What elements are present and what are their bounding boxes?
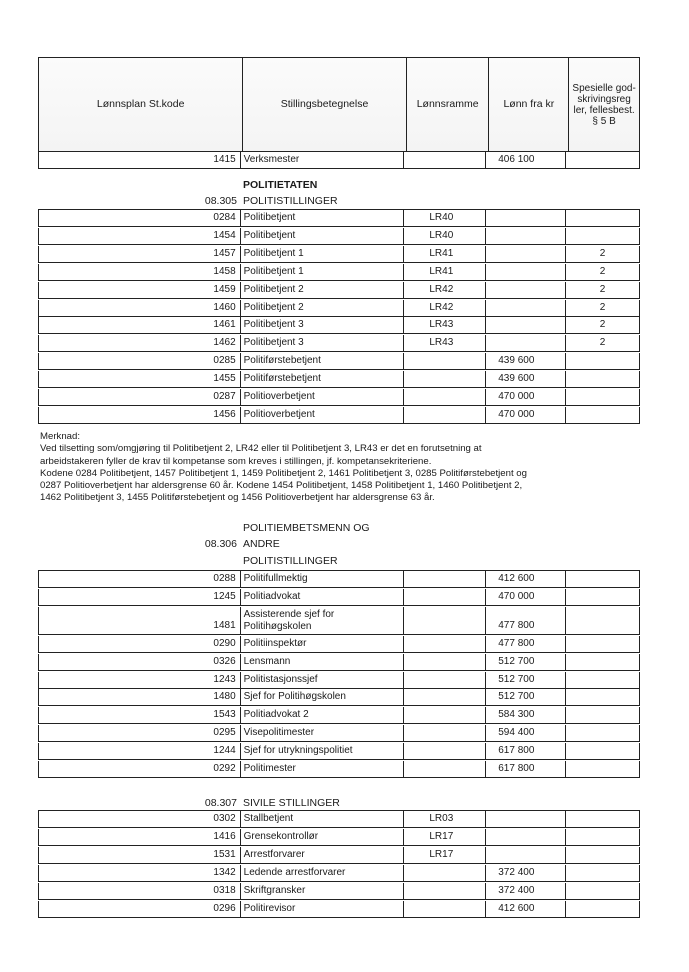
table-row: [38, 407, 640, 424]
row-lonn: [485, 300, 565, 316]
row-title: Politiadvokat: [240, 589, 404, 605]
table-row: [38, 246, 640, 263]
row-lr: [403, 607, 485, 634]
row-sp: [565, 847, 640, 863]
section-title-line3: POLITISTILLINGER: [243, 555, 338, 567]
table-row: [38, 725, 640, 742]
table-row: [38, 707, 640, 724]
row-title: Politibetjent: [240, 210, 404, 226]
row-lonn: 439 600: [485, 353, 565, 369]
header-spesielle: [569, 58, 639, 151]
row-sp: [565, 589, 640, 605]
row-code: 1460: [213, 301, 236, 313]
row-lr: LR17: [403, 829, 485, 845]
header-spesielle-text: Spesielle god-skrivingsreg ler, fellesbest. § 5 B: [572, 82, 636, 127]
row-lr: [403, 901, 485, 917]
row-sp: [565, 811, 640, 827]
row-lr: [403, 689, 485, 705]
row-lonn: [485, 829, 565, 845]
table-row: [38, 389, 640, 406]
section-number: 08.305: [204, 195, 237, 207]
row-title: Skriftgransker: [240, 883, 404, 899]
row-title: Stallbetjent: [240, 811, 404, 827]
row-lonn: 512 700: [485, 689, 565, 705]
table-row: [38, 371, 640, 388]
row-title: Politiinspektør: [240, 636, 404, 652]
row-sp: [565, 389, 640, 405]
row-lr: LR41: [403, 246, 485, 262]
row-lr: [403, 654, 485, 670]
merknad-line: Ved tilsetting som/omgjøring til Politibetjent 2, LR42 eller til Politibetjent 3, LR43 er det en forutsetning at: [40, 443, 482, 455]
row-lonn: 412 600: [485, 571, 565, 587]
row-code: 1244: [213, 745, 236, 757]
row-sp: [565, 707, 640, 723]
table-row: [38, 282, 640, 299]
section-title: SIVILE STILLINGER: [243, 797, 340, 809]
row-code: 0318: [213, 884, 236, 896]
row-code: 0296: [213, 902, 236, 914]
row-sp: [565, 407, 640, 423]
row-lr: LR40: [403, 210, 485, 226]
politietaten-heading-text: POLITIETATEN: [243, 179, 318, 191]
row-sp: [565, 743, 640, 759]
row-code: 1480: [213, 691, 236, 703]
section-title-line1: POLITIEMBETSMENN OG: [243, 522, 370, 534]
row-code: 0302: [213, 813, 236, 824]
row-title: Arrestforvarer: [240, 847, 404, 863]
row-code: 1456: [213, 408, 236, 420]
row-lonn: 412 600: [485, 901, 565, 917]
table-row: [38, 672, 640, 689]
row-lonn: [485, 246, 565, 262]
row-lonn: 372 400: [485, 883, 565, 899]
row-sp: [565, 228, 640, 244]
row-lr: [403, 743, 485, 759]
row-code: 1455: [213, 373, 236, 385]
row-sp: [565, 901, 640, 917]
row-lr: [403, 672, 485, 688]
row-lonn: 594 400: [485, 725, 565, 741]
row-lr: [403, 761, 485, 777]
table-row: [38, 264, 640, 281]
row-code: 0290: [213, 637, 236, 649]
row-lr: [403, 589, 485, 605]
merknad-line: 0287 Politioverbetjent har aldersgrense 60 år. Kodene 1454 Politibetjent, 1458 Politibetjent 1, 1460 Politibetjent 2,: [40, 480, 523, 492]
table-row: [38, 300, 640, 317]
row-sp: [565, 865, 640, 881]
row-lr: [403, 707, 485, 723]
row-title-line2: Politihøgskolen: [243, 620, 312, 632]
table-row: [38, 743, 640, 760]
row-code: 1454: [213, 229, 236, 241]
row-code: 0284: [213, 212, 236, 223]
row-lr: [403, 865, 485, 881]
merknad-line: arbeidstakeren fyller de krav til kompetanse som kreves i stillingen, jf. kompetansekriteriene.: [40, 455, 432, 467]
row-lonn: [485, 282, 565, 298]
row-sp: 2: [565, 282, 640, 298]
row-title: Politioverbetjent: [240, 389, 404, 405]
row-title: Visepolitimester: [240, 725, 404, 741]
table-row: [38, 654, 640, 671]
row-sp: [565, 829, 640, 845]
table-row: [38, 335, 640, 352]
row-code: 1416: [213, 830, 236, 842]
row-lonn: 584 300: [485, 707, 565, 723]
table-row: [38, 883, 640, 900]
row-code: 1461: [213, 319, 236, 331]
merknad: [40, 431, 640, 505]
row-title: [240, 607, 404, 634]
row-lonn: [485, 264, 565, 280]
table-row: [38, 811, 640, 828]
row-lr: LR03: [403, 811, 485, 827]
row-sp: [565, 689, 640, 705]
table-row: [38, 901, 640, 918]
row-sp: [565, 210, 640, 226]
row-title: Grensekontrollør: [240, 829, 404, 845]
row-title: Ledende arrestforvarer: [240, 865, 404, 881]
row-lr: [403, 389, 485, 405]
table-row: [38, 589, 640, 606]
row-lr: [403, 371, 485, 387]
row-sp: [565, 672, 640, 688]
row-title: Politibetjent 2: [240, 282, 404, 298]
section-title: POLITISTILLINGER: [243, 195, 338, 207]
row-title-line1: Assisterende sjef for: [243, 608, 335, 620]
row-code: 1245: [213, 590, 236, 602]
row-lr: [403, 152, 485, 168]
row-lonn: 439 600: [485, 371, 565, 387]
row-sp: 2: [565, 246, 640, 262]
table-row: [38, 865, 640, 882]
row-code: 0287: [213, 391, 236, 402]
row-code: 1459: [213, 283, 236, 295]
row-sp: 2: [565, 335, 640, 351]
row-code: 1457: [213, 247, 236, 259]
row-sp: [565, 636, 640, 652]
row-code: 1243: [213, 673, 236, 685]
row-sp: [565, 761, 640, 777]
table-row: [38, 317, 640, 334]
row-lonn: 617 800: [485, 761, 565, 777]
row-code: 0295: [213, 727, 236, 739]
row-title: Lensmann: [240, 654, 404, 670]
header-lonn-fra: Lønn fra kr: [489, 58, 569, 151]
table-row: [38, 607, 640, 635]
row-lr: [403, 353, 485, 369]
row-lonn: 372 400: [485, 865, 565, 881]
table-row: [38, 689, 640, 706]
row-lonn: 470 000: [485, 407, 565, 423]
row-title: Verksmester: [240, 152, 404, 168]
row-lr: LR42: [403, 282, 485, 298]
row-sp: [565, 607, 640, 634]
row-sp: [565, 654, 640, 670]
row-sp: [565, 371, 640, 387]
row-sp: 2: [565, 300, 640, 316]
row-lr: LR43: [403, 335, 485, 351]
row-title: Politibetjent: [240, 228, 404, 244]
table-row: [38, 636, 640, 653]
table-row: [38, 152, 640, 169]
merknad-label: Merknad:: [40, 431, 80, 442]
row-sp: [565, 725, 640, 741]
row-lonn: 617 800: [485, 743, 565, 759]
row-code: 1458: [213, 265, 236, 277]
table-row: [38, 210, 640, 227]
row-title: Politibetjent 3: [240, 317, 404, 333]
row-title: Politibetjent 3: [240, 335, 404, 351]
row-code: 1531: [213, 848, 236, 860]
table-row: [38, 353, 640, 370]
header-lonnsplan: Lønnsplan St.kode: [39, 58, 243, 151]
table-row: [38, 829, 640, 846]
row-sp: [565, 883, 640, 899]
row-lr: [403, 407, 485, 423]
table-header: [38, 57, 640, 152]
row-title: Politiadvokat 2: [240, 707, 404, 723]
row-code: 1342: [213, 866, 236, 878]
row-code: 0288: [213, 573, 236, 584]
row-lonn: 470 000: [485, 389, 565, 405]
row-title: Politibetjent 2: [240, 300, 404, 316]
row-lonn: [485, 317, 565, 333]
row-sp: 2: [565, 264, 640, 280]
header-lonnsramme: Lønnsramme: [407, 58, 490, 151]
table-row: [38, 847, 640, 864]
merknad-line: Kodene 0284 Politibetjent, 1457 Politibetjent 1, 1459 Politibetjent 2, 1461 Politibetjent 3, 0285 Politiførstebetjent og: [40, 467, 527, 479]
row-lonn: [485, 228, 565, 244]
row-sp: 2: [565, 317, 640, 333]
row-lonn: 512 700: [485, 654, 565, 670]
row-title: Politistasjonssjef: [240, 672, 404, 688]
row-code: 0292: [213, 763, 236, 774]
row-lr: LR41: [403, 264, 485, 280]
row-lr: LR43: [403, 317, 485, 333]
row-title: Sjef for utrykningspolitiet: [240, 743, 404, 759]
row-lonn: [485, 847, 565, 863]
row-lr: LR42: [403, 300, 485, 316]
row-title: Sjef for Politihøgskolen: [240, 689, 404, 705]
row-lr: LR17: [403, 847, 485, 863]
row-title: Politiførstebetjent: [240, 371, 404, 387]
table-row: [38, 228, 640, 245]
row-lonn: 477 800: [485, 636, 565, 652]
row-lonn: [485, 210, 565, 226]
section-number: 08.306: [204, 538, 237, 550]
row-lonn: [485, 335, 565, 351]
row-lonn: 477 800: [485, 607, 565, 634]
row-code: 1543: [213, 709, 236, 721]
row-title: Politifullmektig: [240, 571, 404, 587]
merknad-line: 1462 Politibetjent 3, 1455 Politiførstebetjent og 1456 Politioverbetjent har aldersgrense 63 år.: [40, 492, 435, 504]
row-title: Politirevisor: [240, 901, 404, 917]
table-row: [38, 571, 640, 588]
row-code: 1462: [213, 337, 236, 349]
row-title: Politimester: [240, 761, 404, 777]
row-code: 0326: [213, 655, 236, 667]
row-lr: [403, 725, 485, 741]
row-title: Politioverbetjent: [240, 407, 404, 423]
row-title: Politibetjent 1: [240, 246, 404, 262]
row-title: Politibetjent 1: [240, 264, 404, 280]
row-lr: [403, 571, 485, 587]
row-code: 1415: [213, 154, 236, 165]
section-number: 08.307: [204, 797, 237, 809]
header-stillingsbetegnelse: Stillingsbetegnelse: [243, 58, 406, 151]
row-lonn: 406 100: [485, 152, 565, 168]
table-row: [38, 761, 640, 778]
row-sp: [565, 152, 640, 168]
row-lonn: 512 700: [485, 672, 565, 688]
row-code: 1481: [213, 619, 236, 631]
row-sp: [565, 353, 640, 369]
row-title: Politiførstebetjent: [240, 353, 404, 369]
row-lonn: [485, 811, 565, 827]
section-title-line2: ANDRE: [243, 538, 280, 550]
row-lr: [403, 883, 485, 899]
row-code: 0285: [213, 355, 236, 367]
row-lr: LR40: [403, 228, 485, 244]
row-lonn: 470 000: [485, 589, 565, 605]
row-lr: [403, 636, 485, 652]
row-sp: [565, 571, 640, 587]
